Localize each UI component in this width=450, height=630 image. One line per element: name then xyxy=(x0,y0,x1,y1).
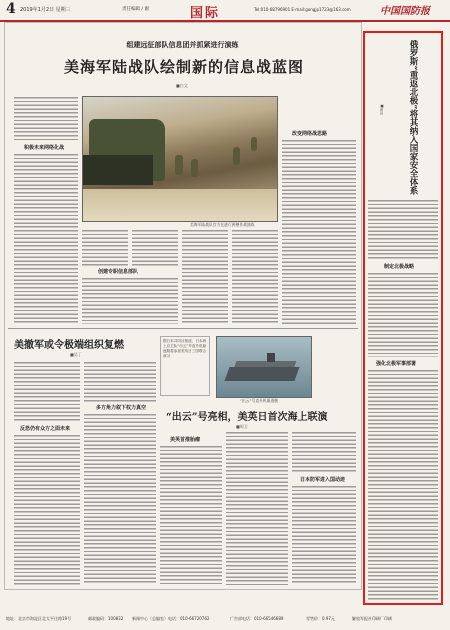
article2-sub2: 多方角力叙下权力真空 xyxy=(96,405,147,411)
article3-text-d xyxy=(292,486,356,585)
main-text-col5a xyxy=(232,230,278,324)
main-subhead: 组建远征部队信息团并抓紧进行演练 xyxy=(126,40,239,49)
sidebar-title: 俄罗斯“重返北极”将其纳入国家安全体系 xyxy=(408,40,418,195)
article2-headline: 美撤军或令极端组织复燃 xyxy=(14,340,124,351)
main-text-col3a xyxy=(132,230,178,266)
main-headline: 美海军陆战队绘制新的信息战蓝图 xyxy=(63,58,304,76)
footer-price: 零售价：0.97元 xyxy=(306,616,335,621)
article3-byline: ■周卫 xyxy=(236,424,248,429)
footer-ad-phone: 广告部电话：010-66546689 xyxy=(230,616,284,621)
footer-printing: 解放军报社印刷厂印刷 xyxy=(352,616,392,621)
sidebar-sub2: 强化北极军事部署 xyxy=(376,361,417,367)
issue-date: 2019年1月2日 星期三 xyxy=(20,7,71,13)
ship-hull xyxy=(224,367,299,381)
sidebar-byline: ■黄岩 xyxy=(380,104,384,115)
sidebar-text-b xyxy=(368,273,438,357)
main-photo-caption: 美海军陆战队官方在进行两栖作战演练 xyxy=(190,222,255,227)
editor-meta: 责任编辑 / 谢 xyxy=(122,7,149,12)
main-text-col4a xyxy=(182,230,228,324)
soldier xyxy=(251,137,257,151)
main-text-col2b xyxy=(82,278,178,324)
contact-info: Tel:010-68796901 E-mail:gongjp1723@163.com xyxy=(254,7,351,12)
article3-text-b xyxy=(226,432,288,585)
main-byline: ■白文 xyxy=(176,83,188,88)
article2-text-c xyxy=(84,362,156,402)
page-number: 4 xyxy=(6,1,16,17)
soldier xyxy=(191,159,198,177)
newspaper-logo: 中国国防报 xyxy=(380,6,430,17)
article3-sidebox: 据日本共同社报道，日本海上自卫队“出云”号直升机驱逐舰将参加美英日三国联合演习 xyxy=(160,336,210,396)
main-text-col1a xyxy=(14,97,78,141)
article3-photo-caption: “出云”号直升机驱逐舰 xyxy=(240,398,279,403)
article3-headline: “出云”号亮相，美英日首次海上联演 xyxy=(166,412,328,423)
article2-text-a xyxy=(14,362,80,422)
vehicle-shadow xyxy=(83,155,153,185)
sidebar-text-a xyxy=(368,200,438,260)
article2-byline: ■吴丁 xyxy=(70,352,82,357)
article3-sub2: 日本防军进入国动迹 xyxy=(300,477,346,483)
article3-text-c xyxy=(292,432,356,472)
section-title: 国际 xyxy=(190,6,221,21)
divider-rule xyxy=(8,328,358,329)
footer-address: 地址：北京市海淀区北太平庄路19号 xyxy=(6,616,72,621)
footer-news-desk: 新闻中心（总编室）电话：010-66720762 xyxy=(132,616,210,621)
article3-text-a xyxy=(160,446,222,585)
main-sub1: 积极未来网络化战 xyxy=(24,145,65,151)
ship-island xyxy=(267,353,275,362)
page-footer xyxy=(0,614,450,626)
main-sub3: 创建专职信息部队 xyxy=(98,269,139,275)
article3-sub1: 美英首推胎瘤 xyxy=(170,437,201,443)
beach xyxy=(83,189,277,221)
sidebar-text-c xyxy=(368,370,438,600)
main-text-col2a xyxy=(82,230,128,266)
article2-text-d xyxy=(84,414,156,585)
article2-text-b xyxy=(14,435,80,585)
landing-photo xyxy=(82,96,278,222)
footer-postcode: 邮政编码：100832 xyxy=(88,616,124,621)
soldier xyxy=(175,155,183,175)
main-text-col1b xyxy=(14,154,78,324)
sidebar-sub1: 制定北极战略 xyxy=(384,264,415,270)
main-sub2: 改变网络战思路 xyxy=(292,131,328,137)
article2-sub1: 反恐仍有众方之面未来 xyxy=(20,426,71,432)
soldier xyxy=(233,147,240,165)
warship-photo xyxy=(216,336,312,398)
main-text-col6 xyxy=(282,140,356,324)
